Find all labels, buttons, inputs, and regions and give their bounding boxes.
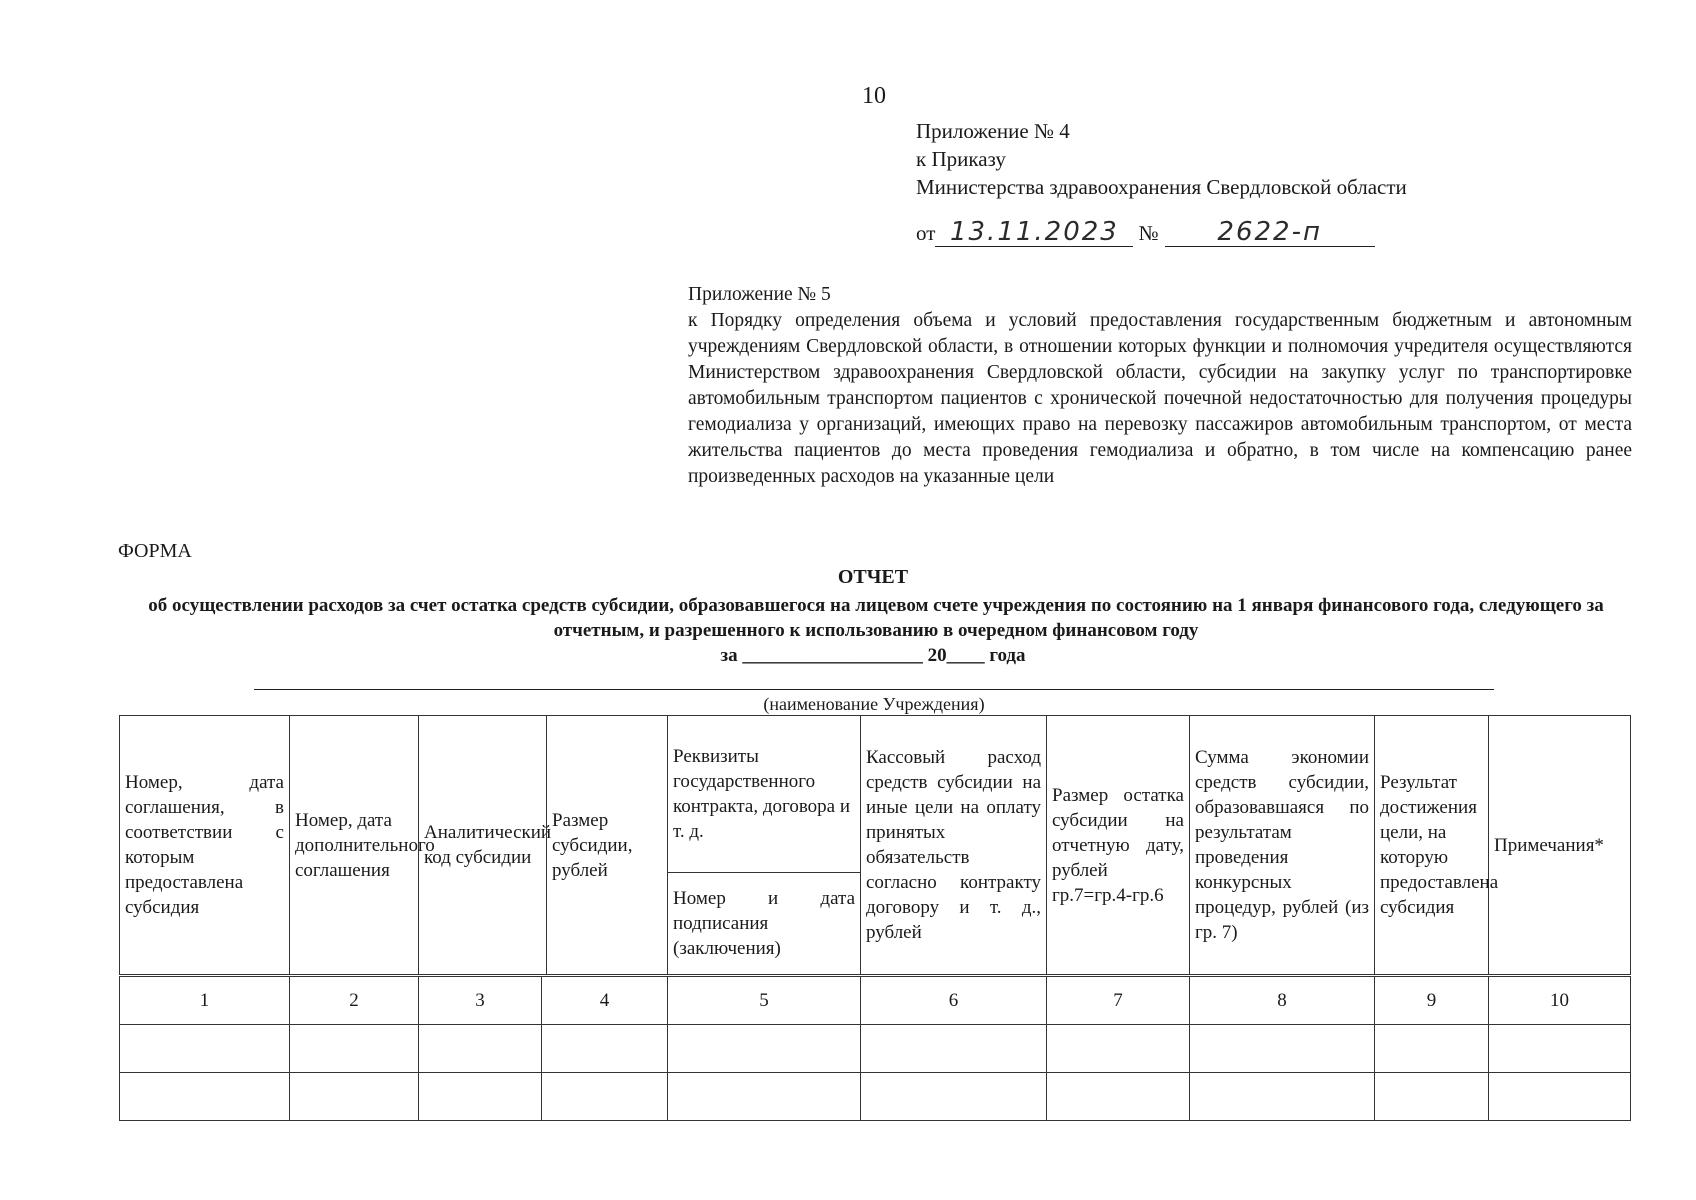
header-col2: Номер, дата дополнительного соглашения	[290, 716, 419, 975]
column-number-cell: 1	[120, 977, 290, 1025]
empty-cell[interactable]	[861, 1025, 1047, 1073]
order-appendix-block	[916, 117, 1407, 201]
order-appendix-title: Приложение № 4	[916, 119, 1070, 143]
empty-cell[interactable]	[1047, 1073, 1190, 1121]
empty-cell[interactable]	[542, 1073, 668, 1121]
empty-cell[interactable]	[290, 1025, 419, 1073]
empty-cell[interactable]	[1047, 1025, 1190, 1073]
empty-cell[interactable]	[542, 1025, 668, 1073]
column-number-cell: 10	[1489, 977, 1631, 1025]
header-col9: Результат достижения цели, на которую предоставлена субсидия	[1375, 716, 1489, 975]
report-header-table	[119, 715, 1631, 975]
institution-caption: (наименование Учреждения)	[763, 694, 985, 714]
column-number-cell: 9	[1375, 977, 1489, 1025]
order-number-prefix: №	[1138, 221, 1159, 245]
header-col7: Размер остатка субсидии на отчетную дату, рублей гр.7=гр.4-гр.6	[1047, 716, 1190, 975]
empty-cell[interactable]	[419, 1025, 542, 1073]
order-appendix-line3: Министерства здравоохранения Свердловской области	[916, 175, 1407, 199]
empty-cell[interactable]	[1375, 1025, 1489, 1073]
header-col6: Кассовый расход средств субсидии на иные цели на оплату принятых обязательств согласно контракту договору и т. д., рублей	[861, 716, 1047, 975]
appendix5-title: Приложение № 5	[688, 284, 831, 305]
institution-name-line[interactable]	[254, 689, 1494, 690]
header-col5-top: Реквизиты государственного контракта, договора и т. д.	[668, 716, 861, 873]
empty-cell[interactable]	[1375, 1073, 1489, 1121]
column-number-cell: 8	[1190, 977, 1375, 1025]
report-title: ОТЧЕТ	[837, 566, 909, 588]
column-number-cell: 6	[861, 977, 1047, 1025]
header-col3: Аналитический код субсидии	[419, 716, 547, 975]
empty-cell[interactable]	[1190, 1073, 1375, 1121]
order-date-row	[916, 218, 1375, 247]
report-subtitle: об осуществлении расходов за счет остатка средств субсидии, образовавшегося на лицевом счете учреждения по состоянию на 1 января финансового года, следующего за отчетным, и разрешенного к использованию в очередном финансовом году	[148, 595, 1604, 641]
page-number: 10	[862, 83, 886, 109]
empty-cell[interactable]	[1190, 1025, 1375, 1073]
header-col1: Номер, дата соглашения, в соответствии с которым предоставлена субсидия	[120, 716, 290, 975]
empty-cell[interactable]	[861, 1073, 1047, 1121]
column-number-cell: 5	[668, 977, 861, 1025]
order-date-prefix: от	[916, 221, 936, 245]
header-col4: Размер субсидии, рублей	[547, 716, 668, 975]
empty-cell[interactable]	[120, 1073, 290, 1121]
header-col10: Примечания*	[1489, 716, 1631, 975]
report-data-table	[119, 976, 1631, 1121]
empty-cell[interactable]	[419, 1073, 542, 1121]
empty-cell[interactable]	[668, 1073, 861, 1121]
column-number-cell: 7	[1047, 977, 1190, 1025]
appendix5-text: к Порядку определения объема и условий предоставления государственным бюджетным и автономным учреждениям Свердловской области, в отношении которых функции и полномочия учредителя осуществляются Министерством здравоохранения Свердловской области, субсидии на закупку услуг по транспортировке автомобильным транспортом пациентов с хронической почечной недостаточностью для получения процедуры гемодиализа у организаций, имеющих право на перевозку пассажиров автомобильным транспортом, от места жительства пациентов до места проведения гемодиализа и обратно, в том числе на компенсацию ранее произведенных расходов на указанные цели	[688, 310, 1632, 487]
form-label: ФОРМА	[118, 540, 192, 562]
column-number-cell: 2	[290, 977, 419, 1025]
table-row	[120, 1025, 1631, 1073]
header-col5-bottom: Номер и дата подписания (заключения)	[668, 872, 861, 974]
table-row	[120, 1073, 1631, 1121]
empty-cell[interactable]	[668, 1025, 861, 1073]
empty-cell[interactable]	[1489, 1025, 1631, 1073]
order-date-handwritten: 13.11.2023	[935, 218, 1133, 247]
order-number-handwritten: 2622-п	[1165, 218, 1375, 247]
report-period: за ___________________ 20____ года	[720, 645, 1026, 666]
column-number-cell: 3	[419, 977, 542, 1025]
order-appendix-line2: к Приказу	[916, 147, 1006, 171]
column-number-row	[120, 977, 1631, 1025]
appendix5-block	[688, 282, 1632, 490]
empty-cell[interactable]	[120, 1025, 290, 1073]
empty-cell[interactable]	[1489, 1073, 1631, 1121]
column-number-cell: 4	[542, 977, 668, 1025]
empty-cell[interactable]	[290, 1073, 419, 1121]
header-col8: Сумма экономии средств субсидии, образовавшаяся по результатам проведения конкурсных процедур, рублей (из гр. 7)	[1190, 716, 1375, 975]
